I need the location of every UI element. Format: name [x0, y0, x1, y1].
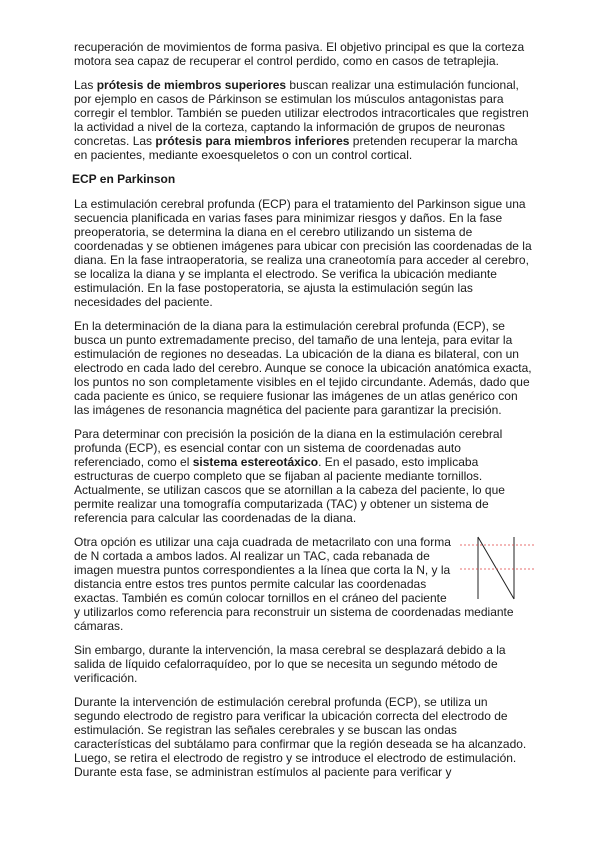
document-page	[74, 40, 534, 789]
paragraph-target-determination: En la determinación de la diana para la estimulación cerebral profunda (ECP), se busca un punto extremadamente preciso, del tamaño de una lenteja, para evitar la estimulación de regiones no deseadas. La ubicación de la diana es bilateral, con un electrodo en cada lado del cerebro. Aunque se conoce la ubicación anatómica exacta, los puntos no son completamente visibles en el tejido circundante. Además, dado que cada paciente es único, se requiere fusionar las imágenes de un atlas genérico con las imágenes de resonancia magnética del paciente para garantizar la precisión.	[74, 319, 532, 417]
paragraph-stereotactic	[74, 427, 534, 525]
figure-text-row	[74, 535, 534, 633]
text-run: Las	[74, 78, 97, 92]
text-run: . En el pasado, esto implicaba estructuras de cuerpo completo que se fijaban al paciente mediante tornillos. Actualmente, se utilizan cascos que se atornillan a la cabeza del paciente, lo que permite realizar una tomografía computarizada (TAC) y obtener un sistema de referencia para calcular las coordenadas de la diana.	[74, 455, 505, 525]
paragraph-recording-electrode: Durante la intervención de estimulación cerebral profunda (ECP), se utiliza un segundo electrodo de registro para verificar la ubicación correcta del electrodo de estimulación. Se registran las señales cerebrales y se buscan las ondas características del subtálamo para confirmar que la región deseada se ha alcanzado. Luego, se retira el electrodo de registro y se introduce el electrodo de estimulación. Durante esta fase, se administran estímulos al paciente para verificar y	[74, 695, 527, 779]
bold-term-upper-prostheses: prótesis de miembros superiores	[96, 78, 287, 92]
section-heading: ECP en Parkinson	[72, 172, 176, 186]
text-run: buscan realizar una estimulación funcional, por ejemplo en casos de Párkinson se estimulan los músculos antagonistas para corregir el temblor. También se pueden utilizar electrodos intracorticales que registren la actividad a nivel de la corteza, captando la información de grupos de neuronas concretas. Las	[74, 78, 529, 148]
paragraph-brain-shift: Sin embargo, durante la intervención, la masa cerebral se desplazará debido a la salida de líquido cefalorraquídeo, por lo que se necesita un segundo método de verificación.	[74, 643, 506, 685]
bold-term-lower-prostheses: prótesis para miembros inferiores	[155, 134, 350, 148]
text-run: pretenden recuperar la marcha en pacientes, mediante exoesqueletos o con un control cortical.	[74, 134, 518, 162]
bold-term-stereotactic: sistema estereotáxico	[192, 455, 319, 469]
paragraph-ecp-phases: La estimulación cerebral profunda (ECP) para el tratamiento del Parkinson sigue una secuencia planificada en varias fases para minimizar riesgos y daños. En la fase preoperatoria, se determina la diana en el cerebro utilizando un sistema de coordenadas y se obtienen imágenes para ubicar con precisión las coordenadas de la diana. En la fase intraoperatoria, se realiza una craneotomía para acceder al cerebro, se localiza la diana y se implanta el electrodo. Se verifica la ubicación mediante estimulación. En la fase postoperatoria, se ajusta la estimulación según las necesidades del paciente.	[74, 197, 532, 309]
text-run: Para determinar con precisión la posición de la diana en la estimulación cerebral profunda (ECP), es esencial contar con un sistema de coordenadas auto referenciado, como el	[74, 427, 503, 469]
n-localizer-diagram-icon	[458, 533, 534, 603]
paragraph-prostheses	[74, 78, 534, 162]
paragraph-n-box: Otra opción es utilizar una caja cuadrada de metacrilato con una forma de N cortada a ambos lados. Al realizar un TAC, cada rebanada de imagen muestra puntos correspondientes a la línea que corta la N, y la distancia entre estos tres puntos permite calcular las coordenadas exactas. También es común colocar tornillos en el cráneo del paciente y utilizarlos como referencia para reconstruir un sistema de coordenadas mediante cámaras.	[74, 535, 534, 633]
paragraph-recovery: recuperación de movimientos de forma pasiva. El objetivo principal es que la corteza motora sea capaz de recuperar el control perdido, como en casos de tetraplejia.	[74, 40, 525, 68]
